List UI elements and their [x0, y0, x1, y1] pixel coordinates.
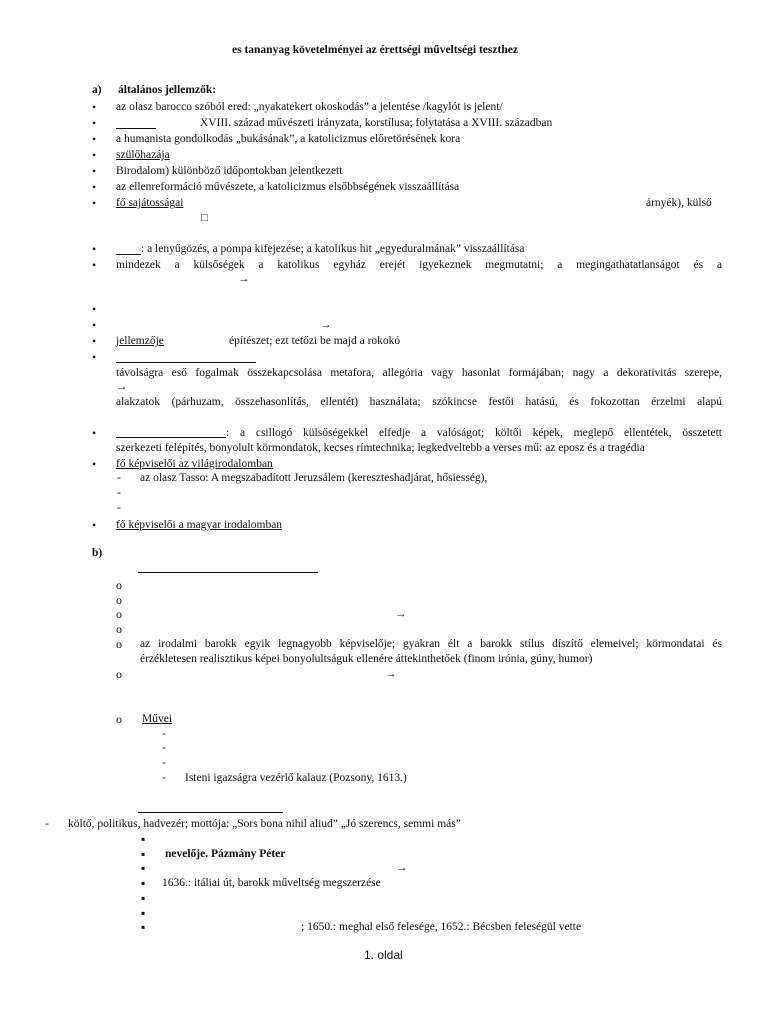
- list-item: fő képviselői az világirodalomban: [116, 458, 273, 470]
- bullet: [92, 302, 96, 316]
- list-item: XVIII. század művészeti irányzata, korstílusa; folytatása a XVIII. században: [200, 117, 553, 129]
- bullet: [92, 242, 96, 256]
- bullet: [92, 318, 96, 332]
- circle-bullet: [116, 637, 122, 651]
- square-bullet: [141, 847, 145, 861]
- section-b-label: b): [92, 547, 103, 559]
- blank-line: [138, 812, 283, 813]
- list-item: fő sajátosságai: [116, 197, 184, 209]
- circle-bullet: [116, 712, 122, 726]
- square-bullet: [141, 832, 145, 846]
- list-item-fragment: építészet; ezt tetőzi be majd a rokokó: [229, 335, 401, 347]
- bullet: [92, 116, 96, 130]
- circle-bullet: [116, 593, 122, 607]
- bullet: [92, 100, 96, 114]
- blank-line: [116, 254, 141, 255]
- arrow-icon: →: [320, 319, 332, 331]
- arrow-icon: →: [395, 608, 407, 620]
- blank-line: [116, 437, 226, 438]
- list-item: ; 1650.: meghal első felesége, 1652.: Bécsben feleségül vette: [301, 921, 582, 933]
- arrow-icon: →: [116, 381, 128, 393]
- list-item: fő képviselői a magyar irodalomban: [116, 519, 283, 531]
- bullet: [92, 334, 96, 348]
- circle-bullet: [116, 622, 122, 636]
- box-symbol-icon: □: [201, 212, 208, 224]
- list-item: : a csillogó külsőségekkel elfedje a valóságot; költői képek, meglepő ellentétek, összetett: [226, 427, 722, 439]
- bullet: [92, 457, 96, 471]
- bullet: [92, 148, 96, 162]
- list-item-fragment: árnyék), külső: [646, 197, 712, 209]
- list-item: alakzatok (párhuzam, összehasonlítás, ellentét) használata; szókincse festői hatású, és fokozottan érzelmi alapú: [116, 396, 722, 408]
- dash: -: [162, 772, 166, 784]
- circle-bullet: [116, 667, 122, 681]
- square-bullet: [141, 891, 145, 905]
- works-heading: Művei: [142, 713, 173, 725]
- arrow-icon: →: [238, 273, 250, 285]
- dash: -: [117, 487, 121, 499]
- bullet: [92, 258, 96, 272]
- square-bullet: [141, 906, 145, 920]
- arrow-icon: →: [396, 862, 408, 874]
- section-a-label: a): [92, 84, 102, 96]
- list-item: a humanista gondolkodás „bukásának”, a katolicizmus előretörésének kora: [116, 133, 461, 145]
- bullet: [92, 350, 96, 364]
- list-item: érzékletesen realisztikus képei bonyolultságuk ellenére áttekinthetőek (finom irónia, gúny, humor): [140, 653, 593, 665]
- blank-line: [116, 128, 156, 129]
- list-item: : a lenyűgözés, a pompa kifejezése; a katolikus hit „egyeduralmának” visszaállítása: [141, 243, 525, 255]
- list-item: szülőhazája: [116, 149, 170, 161]
- dash: -: [45, 818, 49, 830]
- document-title: es tananyag követelményei az érettségi műveltségi teszthez: [232, 44, 518, 56]
- square-bullet: [141, 861, 145, 875]
- square-bullet: [141, 876, 145, 890]
- bullet: [92, 196, 96, 210]
- list-item: az olasz Tasso: A megszabadított Jeruzsálem (kereszteshadjárat, hősiesség),: [140, 472, 488, 484]
- list-item: nevelője. Pázmány Péter: [165, 848, 286, 860]
- blank-line: [138, 572, 318, 573]
- list-item: távolságra eső fogalmak összekapcsolása metafora, allegória vagy hasonlat formájában; nagy a dekorativitás szerepe,: [116, 367, 722, 379]
- list-item: az olasz barocco szóból ered: „nyakatekert okoskodás” a jelentése /kagylót is jelent/: [116, 101, 503, 113]
- dash: -: [162, 728, 166, 740]
- arrow-icon: →: [385, 668, 397, 680]
- section-a-heading: általános jellemzők:: [118, 84, 217, 96]
- circle-bullet: [116, 607, 122, 621]
- list-item: az irodalmi barokk egyik legnagyobb képviselője; gyakran élt a barokk stílus díszítő elemeivel; körmondatai és: [140, 638, 722, 650]
- bullet: [92, 426, 96, 440]
- list-item: szerkezeti felépítés, bonyolult körmondatok, kecses rímtechnika; legkedveltebb a verses mű: az eposz és a tragédia: [116, 442, 645, 454]
- bullet: [92, 132, 96, 146]
- list-item: 1636.: itáliai út, barokk műveltség megszerzése: [162, 877, 381, 889]
- dash: -: [162, 742, 166, 754]
- list-item: Birodalom) különböző időpontokban jelentkezett: [116, 165, 343, 177]
- bullet: [92, 164, 96, 178]
- list-item: költő, politikus, hadvezér; mottója: „Sors bona nihil aliud” „Jó szerencs, semmi más”: [68, 818, 461, 830]
- dash: -: [117, 472, 121, 484]
- page-number: 1. oldal: [364, 948, 403, 962]
- bullet: [92, 180, 96, 194]
- square-bullet: [141, 920, 145, 934]
- dash: -: [162, 757, 166, 769]
- list-item: mindezek a külsőségek a katolikus egyház erejét igyekeznek megmutatni; a megingathatatlanságot és a: [116, 259, 722, 271]
- list-item: Isteni igazságra vezérlő kalauz (Pozsony, 1613.): [185, 772, 407, 784]
- circle-bullet: [116, 578, 122, 592]
- dash: -: [117, 502, 121, 514]
- blank-line: [116, 362, 256, 363]
- list-item: jellemzője: [116, 335, 164, 347]
- list-item: az ellenreformáció művészete, a katolicizmus elsőbbségének visszaállítása: [116, 181, 460, 193]
- bullet: [92, 518, 96, 532]
